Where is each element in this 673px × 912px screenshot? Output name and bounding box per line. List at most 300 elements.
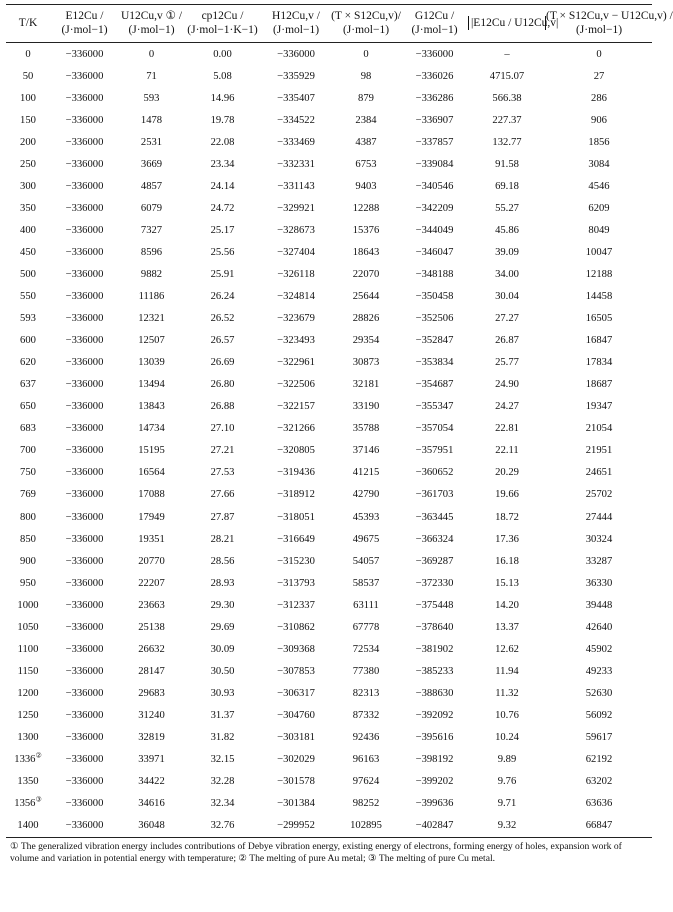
cell-ts12: 2384 xyxy=(355,114,377,126)
cell-cp12: 29.30 xyxy=(210,599,235,611)
cell-ts12: 879 xyxy=(358,92,374,104)
cell-cp12: 26.88 xyxy=(210,401,235,413)
cell-ts-minus-u: 56092 xyxy=(585,709,613,721)
cell-g12: −388630 xyxy=(415,687,454,699)
cell-ts12: 12288 xyxy=(352,202,380,214)
cell-u12: 12321 xyxy=(138,313,165,325)
cell-ts12: 32181 xyxy=(352,379,380,391)
cell-temperature: 50 xyxy=(22,70,34,82)
cell-ts-minus-u: 63636 xyxy=(585,798,613,810)
cell-ratio: 34.00 xyxy=(495,268,519,280)
cell-ratio: 227.37 xyxy=(492,114,522,126)
cell-temperature: 1050 xyxy=(17,621,39,633)
cell-cp12: 30.50 xyxy=(210,665,235,677)
cell-ratio: 15.13 xyxy=(495,577,519,589)
cell-g12: −378640 xyxy=(415,621,454,633)
cell-ts-minus-u: 27444 xyxy=(585,511,613,523)
table-row xyxy=(6,771,652,793)
cell-cp12: 32.15 xyxy=(210,754,235,766)
table-row xyxy=(6,484,652,506)
cell-h12: −336000 xyxy=(277,48,315,60)
cell-ratio: 39.09 xyxy=(495,246,519,258)
cell-ratio: 10.76 xyxy=(495,709,519,721)
cell-ts-minus-u: 906 xyxy=(591,114,607,126)
cell-temperature: 1100 xyxy=(17,643,39,655)
table-row xyxy=(6,197,652,219)
cell-u12: 28147 xyxy=(138,665,165,677)
cell-ts12: 22070 xyxy=(352,268,380,280)
cell-ts12: 96163 xyxy=(352,754,380,766)
cell-e12: −336000 xyxy=(65,776,104,788)
cell-cp12: 0.00 xyxy=(213,48,232,60)
cell-e12: −336000 xyxy=(65,401,104,413)
cell-ratio: 132.77 xyxy=(492,136,522,148)
cell-ts-minus-u: 16847 xyxy=(585,335,613,347)
cell-temperature: 637 xyxy=(20,379,36,391)
cell-g12: −344049 xyxy=(415,224,454,236)
cell-ts-minus-u: 21951 xyxy=(585,445,613,457)
cell-u12: 11186 xyxy=(138,291,165,303)
cell-e12: −336000 xyxy=(65,643,104,655)
cell-u12: 29683 xyxy=(138,687,165,699)
cell-ts-minus-u: 18687 xyxy=(585,379,613,391)
cell-ratio: 19.66 xyxy=(495,489,519,501)
cell-temperature: 1000 xyxy=(17,599,39,611)
cell-cp12: 24.72 xyxy=(210,202,235,214)
cell-cp12: 27.10 xyxy=(210,423,235,435)
cell-ts12: 98 xyxy=(360,70,372,82)
cell-h12: −301578 xyxy=(277,776,315,788)
table-row xyxy=(6,396,652,418)
cell-ts-minus-u: 17834 xyxy=(585,357,613,369)
cell-ts12: 33190 xyxy=(352,401,380,413)
cell-g12: −363445 xyxy=(415,511,454,523)
cell-e12: −336000 xyxy=(65,114,104,126)
cell-u12: 32819 xyxy=(138,731,165,743)
cell-ratio: 18.72 xyxy=(495,511,519,523)
table-body xyxy=(6,43,652,838)
cell-h12: −307853 xyxy=(277,665,315,677)
cell-u12: 36048 xyxy=(119,815,184,838)
cell-e12: −336000 xyxy=(65,268,104,280)
cell-ts-minus-u: 52630 xyxy=(585,687,613,699)
cell-cp12: 29.69 xyxy=(210,621,235,633)
cell-cp12: 25.56 xyxy=(210,246,235,258)
cell-ts-minus-u: 63202 xyxy=(585,776,613,788)
cell-h12: −319436 xyxy=(277,467,315,479)
cell-g12: −357951 xyxy=(415,445,454,457)
table-row xyxy=(6,506,652,528)
cell-ts12: 92436 xyxy=(352,731,380,743)
cell-ts-minus-u: 1856 xyxy=(588,136,610,148)
table-row xyxy=(6,528,652,550)
cell-temperature: 1150 xyxy=(17,665,39,677)
cell-e12: −336000 xyxy=(65,621,104,633)
cell-ts12: 6753 xyxy=(355,158,377,170)
cell-ratio: 69.18 xyxy=(495,180,519,192)
cell-g12: −399202 xyxy=(415,776,454,788)
cell-g12: −385233 xyxy=(415,665,454,677)
cell-e12: −336000 xyxy=(65,665,104,677)
cell-ts12: 72534 xyxy=(352,643,380,655)
cell-ts12: 15376 xyxy=(352,224,380,236)
cell-cp12: 23.34 xyxy=(210,158,235,170)
cell-u12: 0 xyxy=(148,48,155,60)
table-row xyxy=(6,131,652,153)
cell-temperature: 750 xyxy=(20,467,36,479)
cell-ts-minus-u: 10047 xyxy=(585,246,613,258)
table-row xyxy=(6,43,652,66)
cell-u12: 14734 xyxy=(138,423,165,435)
table-row xyxy=(6,219,652,241)
cell-h12: −335407 xyxy=(277,92,315,104)
cell-cp12: 28.21 xyxy=(210,533,235,545)
cell-ratio: 27.27 xyxy=(495,313,519,325)
cell-cp12: 27.53 xyxy=(210,467,235,479)
cell-temperature: 683 xyxy=(20,423,36,435)
header-ts-minus-u: (T × S12Cu,v − U12Cu,v) / (J·mol−1) xyxy=(546,5,652,43)
cell-h12: −323679 xyxy=(277,313,315,325)
cell-e12: −336000 xyxy=(65,511,104,523)
cell-u12: 13843 xyxy=(138,401,165,413)
cell-ts-minus-u: 39448 xyxy=(585,599,613,611)
cell-g12: −399636 xyxy=(415,798,454,810)
cell-u12: 4857 xyxy=(140,180,163,192)
cell-ts-minus-u: 16505 xyxy=(585,313,613,325)
cell-temperature: 100 xyxy=(20,92,36,104)
cell-e12: −336000 xyxy=(65,92,104,104)
cell-ratio: 566.38 xyxy=(492,92,522,104)
cell-ts-minus-u: 4546 xyxy=(588,180,610,192)
cell-temperature: 350 xyxy=(20,202,36,214)
cell-ts-minus-u: 8049 xyxy=(588,224,610,236)
cell-h12: −322506 xyxy=(277,379,315,391)
cell-g12: −375448 xyxy=(415,599,454,611)
cell-cp12: 26.24 xyxy=(210,291,235,303)
cell-ts12: 45393 xyxy=(352,511,380,523)
cell-ts-minus-u: 19347 xyxy=(585,401,613,413)
cell-ts12: 37146 xyxy=(352,445,380,457)
cell-u12: 593 xyxy=(143,92,160,104)
cell-ts12: 58537 xyxy=(352,577,380,589)
cell-u12: 16564 xyxy=(138,467,165,479)
header-h12: H12Cu,v / (J·mol−1) xyxy=(261,5,331,43)
cell-ts12: 30873 xyxy=(352,357,380,369)
cell-temperature: 1400 xyxy=(6,815,50,838)
cell-ratio: 12.62 xyxy=(495,643,519,655)
cell-cp12: 14.96 xyxy=(210,92,235,104)
cell-e12: −336000 xyxy=(65,467,104,479)
cell-u12: 2531 xyxy=(140,136,163,148)
cell-g12: −353834 xyxy=(415,357,454,369)
cell-cp12: 19.78 xyxy=(210,114,235,126)
cell-e12: −336000 xyxy=(50,815,119,838)
cell-temperature: 850 xyxy=(20,533,36,545)
cell-ts-minus-u: 12188 xyxy=(585,268,613,280)
cell-temperature: 300 xyxy=(20,180,36,192)
cell-cp12: 32.28 xyxy=(210,776,235,788)
cell-h12: −332331 xyxy=(277,158,315,170)
cell-ratio: 45.86 xyxy=(495,224,519,236)
cell-temperature: 800 xyxy=(20,511,36,523)
cell-temperature: 600 xyxy=(20,335,36,347)
cell-ratio: 16.18 xyxy=(495,555,519,567)
header-u12: U12Cu,v ① / (J·mol−1) xyxy=(119,5,184,43)
cell-ratio: 91.58 xyxy=(495,158,519,170)
cell-ratio: 22.11 xyxy=(495,445,519,457)
cell-h12: −299952 xyxy=(261,815,331,838)
cell-g12: −346047 xyxy=(415,246,454,258)
cell-e12: −336000 xyxy=(65,555,104,567)
cell-temperature: 620 xyxy=(20,357,36,369)
cell-temperature: 1350 xyxy=(17,776,39,788)
cell-u12: 20770 xyxy=(138,555,165,567)
cell-cp12: 32.34 xyxy=(210,798,235,810)
cell-u12: 23663 xyxy=(138,599,165,611)
cell-h12: −321266 xyxy=(277,423,315,435)
table-row xyxy=(6,175,652,197)
cell-h12: −334522 xyxy=(277,114,315,126)
cell-ts-minus-u: 30324 xyxy=(585,533,613,545)
cell-e12: −336000 xyxy=(65,357,104,369)
cell-u12: 3669 xyxy=(140,158,163,170)
cell-ratio: 20.29 xyxy=(495,467,519,479)
cell-ts12: 28826 xyxy=(352,313,380,325)
cell-h12: −333469 xyxy=(277,136,315,148)
cell-ts12: 82313 xyxy=(352,687,380,699)
cell-ts12: 18643 xyxy=(352,246,380,258)
cell-e12: −336000 xyxy=(65,158,104,170)
cell-temperature: 593 xyxy=(20,313,36,325)
cell-ts12: 49675 xyxy=(352,533,380,545)
cell-temperature: 400 xyxy=(20,224,36,236)
cell-ts-minus-u: 45902 xyxy=(585,643,613,655)
cell-e12: −336000 xyxy=(65,533,104,545)
cell-h12: −323493 xyxy=(277,335,315,347)
cell-e12: −336000 xyxy=(65,202,104,214)
cell-ratio: 25.77 xyxy=(495,357,519,369)
cell-cp12: 30.93 xyxy=(210,687,235,699)
cell-u12: 13494 xyxy=(138,379,165,391)
cell-g12: −348188 xyxy=(415,268,454,280)
cell-u12: 71 xyxy=(146,70,157,82)
table-row xyxy=(6,572,652,594)
cell-ts-minus-u: 21054 xyxy=(585,423,613,435)
cell-e12: −336000 xyxy=(65,136,104,148)
cell-u12: 15195 xyxy=(138,445,165,457)
cell-cp12: 5.08 xyxy=(213,70,232,82)
header-e12: E12Cu / (J·mol−1) xyxy=(50,5,119,43)
cell-ts12: 97624 xyxy=(352,776,380,788)
table-row xyxy=(6,594,652,616)
cell-h12: −318912 xyxy=(277,489,315,501)
cell-h12: −309368 xyxy=(277,643,315,655)
cell-cp12: 27.66 xyxy=(210,489,235,501)
cell-h12: −316649 xyxy=(277,533,315,545)
cell-g12: −372330 xyxy=(415,577,454,589)
cell-h12: −306317 xyxy=(277,687,315,699)
cell-cp12: 26.69 xyxy=(210,357,235,369)
cell-ts-minus-u: 33287 xyxy=(585,555,613,567)
table-row xyxy=(6,153,652,175)
cell-ts12: 102895 xyxy=(331,815,401,838)
cell-temperature: 0 xyxy=(25,48,31,60)
cell-cp12: 22.08 xyxy=(210,136,235,148)
table-row xyxy=(6,682,652,704)
cell-ratio: – xyxy=(504,48,510,60)
cell-cp12: 32.76 xyxy=(184,815,261,838)
cell-temperature: 769 xyxy=(20,489,36,501)
table-row xyxy=(6,65,652,87)
cell-e12: −336000 xyxy=(65,246,104,258)
cell-cp12: 26.52 xyxy=(210,313,235,325)
cell-h12: −318051 xyxy=(277,511,315,523)
cell-g12: −352506 xyxy=(415,313,454,325)
table-row xyxy=(6,87,652,109)
cell-g12: −360652 xyxy=(415,467,454,479)
cell-temperature: 900 xyxy=(20,555,36,567)
cell-cp12: 31.37 xyxy=(210,709,235,721)
cell-temperature: 700 xyxy=(20,445,36,457)
cell-ts12: 9403 xyxy=(355,180,377,192)
cell-ratio: 14.20 xyxy=(495,599,519,611)
cell-e12: −336000 xyxy=(65,754,104,766)
cell-ts-minus-u: 62192 xyxy=(585,754,613,766)
cell-u12: 34616 xyxy=(138,798,165,810)
cell-ratio: 9.32 xyxy=(468,815,546,838)
cell-h12: −312337 xyxy=(277,599,315,611)
cell-g12: −355347 xyxy=(415,401,454,413)
cell-u12: 17088 xyxy=(138,489,165,501)
table-row xyxy=(6,704,652,726)
cell-e12: −336000 xyxy=(65,709,104,721)
cell-ratio: 11.32 xyxy=(495,687,519,699)
cell-temperature: 1300 xyxy=(17,731,39,743)
cell-temperature: 200 xyxy=(20,136,36,148)
cell-h12: −322961 xyxy=(277,357,315,369)
cell-ts-minus-u: 36330 xyxy=(585,577,613,589)
cell-ts-minus-u: 27 xyxy=(593,70,605,82)
cell-h12: −320805 xyxy=(277,445,315,457)
cell-e12: −336000 xyxy=(65,489,104,501)
cell-ratio: 55.27 xyxy=(495,202,519,214)
cell-e12: −336000 xyxy=(65,70,104,82)
cell-ts12: 98252 xyxy=(352,798,380,810)
cell-ts-minus-u: 286 xyxy=(591,92,607,104)
cell-ratio: 4715.07 xyxy=(489,70,525,82)
cell-ts12: 63111 xyxy=(353,599,379,611)
cell-u12: 17949 xyxy=(138,511,165,523)
cell-e12: −336000 xyxy=(65,291,104,303)
cell-g12: −369287 xyxy=(415,555,454,567)
header-g12: G12Cu / (J·mol−1) xyxy=(401,5,468,43)
footnote-mark: ② xyxy=(35,751,42,760)
cell-temperature: 1200 xyxy=(17,687,39,699)
cell-ts-minus-u: 24651 xyxy=(585,467,613,479)
cell-ratio: 30.04 xyxy=(495,291,519,303)
cell-cp12: 26.57 xyxy=(210,335,235,347)
table-row xyxy=(6,726,652,748)
cell-temperature: 650 xyxy=(20,401,36,413)
cell-ts-minus-u: 49233 xyxy=(585,665,613,677)
table-row xyxy=(6,418,652,440)
table-row xyxy=(6,263,652,285)
cell-cp12: 27.21 xyxy=(210,445,235,457)
cell-g12: −398192 xyxy=(415,754,454,766)
thermodynamic-table xyxy=(6,4,673,838)
cell-ts-minus-u: 3084 xyxy=(588,158,610,170)
table-row xyxy=(6,352,652,374)
cell-g12: −350458 xyxy=(415,291,454,303)
cell-temperature: 1336② xyxy=(14,751,42,766)
table-row xyxy=(6,638,652,660)
cell-h12: −322157 xyxy=(277,401,315,413)
cell-u12: 22207 xyxy=(138,577,165,589)
cell-e12: −336000 xyxy=(65,445,104,457)
cell-h12: −310862 xyxy=(277,621,315,633)
cell-temperature: 1250 xyxy=(17,709,39,721)
cell-ratio: 9.89 xyxy=(497,754,517,766)
cell-g12: −361703 xyxy=(415,489,454,501)
table-row xyxy=(6,330,652,352)
cell-cp12: 26.80 xyxy=(210,379,235,391)
header-row xyxy=(6,5,652,43)
cell-temperature: 1356③ xyxy=(14,795,42,810)
cell-ts12: 35788 xyxy=(352,423,380,435)
cell-u12: 7327 xyxy=(140,224,163,236)
cell-temperature: 450 xyxy=(20,246,36,258)
cell-h12: −324814 xyxy=(277,291,315,303)
cell-ts-minus-u: 0 xyxy=(596,48,602,60)
table-row xyxy=(6,815,652,838)
table-row xyxy=(6,749,652,771)
table-row xyxy=(6,374,652,396)
cell-g12: −366324 xyxy=(415,533,454,545)
cell-ts12: 67778 xyxy=(352,621,380,633)
cell-temperature: 950 xyxy=(20,577,36,589)
cell-g12: −342209 xyxy=(415,202,454,214)
cell-u12: 31240 xyxy=(138,709,165,721)
cell-e12: −336000 xyxy=(65,731,104,743)
cell-e12: −336000 xyxy=(65,335,104,347)
cell-u12: 26632 xyxy=(138,643,165,655)
cell-g12: −337857 xyxy=(415,136,454,148)
cell-temperature: 550 xyxy=(20,291,36,303)
cell-h12: −327404 xyxy=(277,246,315,258)
cell-h12: −328673 xyxy=(277,224,315,236)
cell-e12: −336000 xyxy=(65,379,104,391)
cell-e12: −336000 xyxy=(65,423,104,435)
cell-ts-minus-u: 25702 xyxy=(585,489,613,501)
cell-g12: −336026 xyxy=(415,70,454,82)
cell-g12: −339084 xyxy=(415,158,454,170)
cell-g12: −340546 xyxy=(415,180,454,192)
cell-u12: 1478 xyxy=(140,114,163,126)
cell-ts12: 54057 xyxy=(352,555,380,567)
cell-g12: −395616 xyxy=(415,731,454,743)
header-ratio: |E12Cu / U12Cu,v| xyxy=(468,5,546,43)
header-cp12: cp12Cu / (J·mol−1·K−1) xyxy=(184,5,261,43)
cell-h12: −315230 xyxy=(277,555,315,567)
cell-u12: 8596 xyxy=(140,246,163,258)
cell-u12: 6079 xyxy=(140,202,163,214)
cell-ts12: 77380 xyxy=(352,665,380,677)
cell-g12: −354687 xyxy=(415,379,454,391)
cell-cp12: 31.82 xyxy=(210,731,235,743)
cell-temperature: 500 xyxy=(20,268,36,280)
cell-ratio: 10.24 xyxy=(495,731,519,743)
cell-h12: −335929 xyxy=(277,70,315,82)
